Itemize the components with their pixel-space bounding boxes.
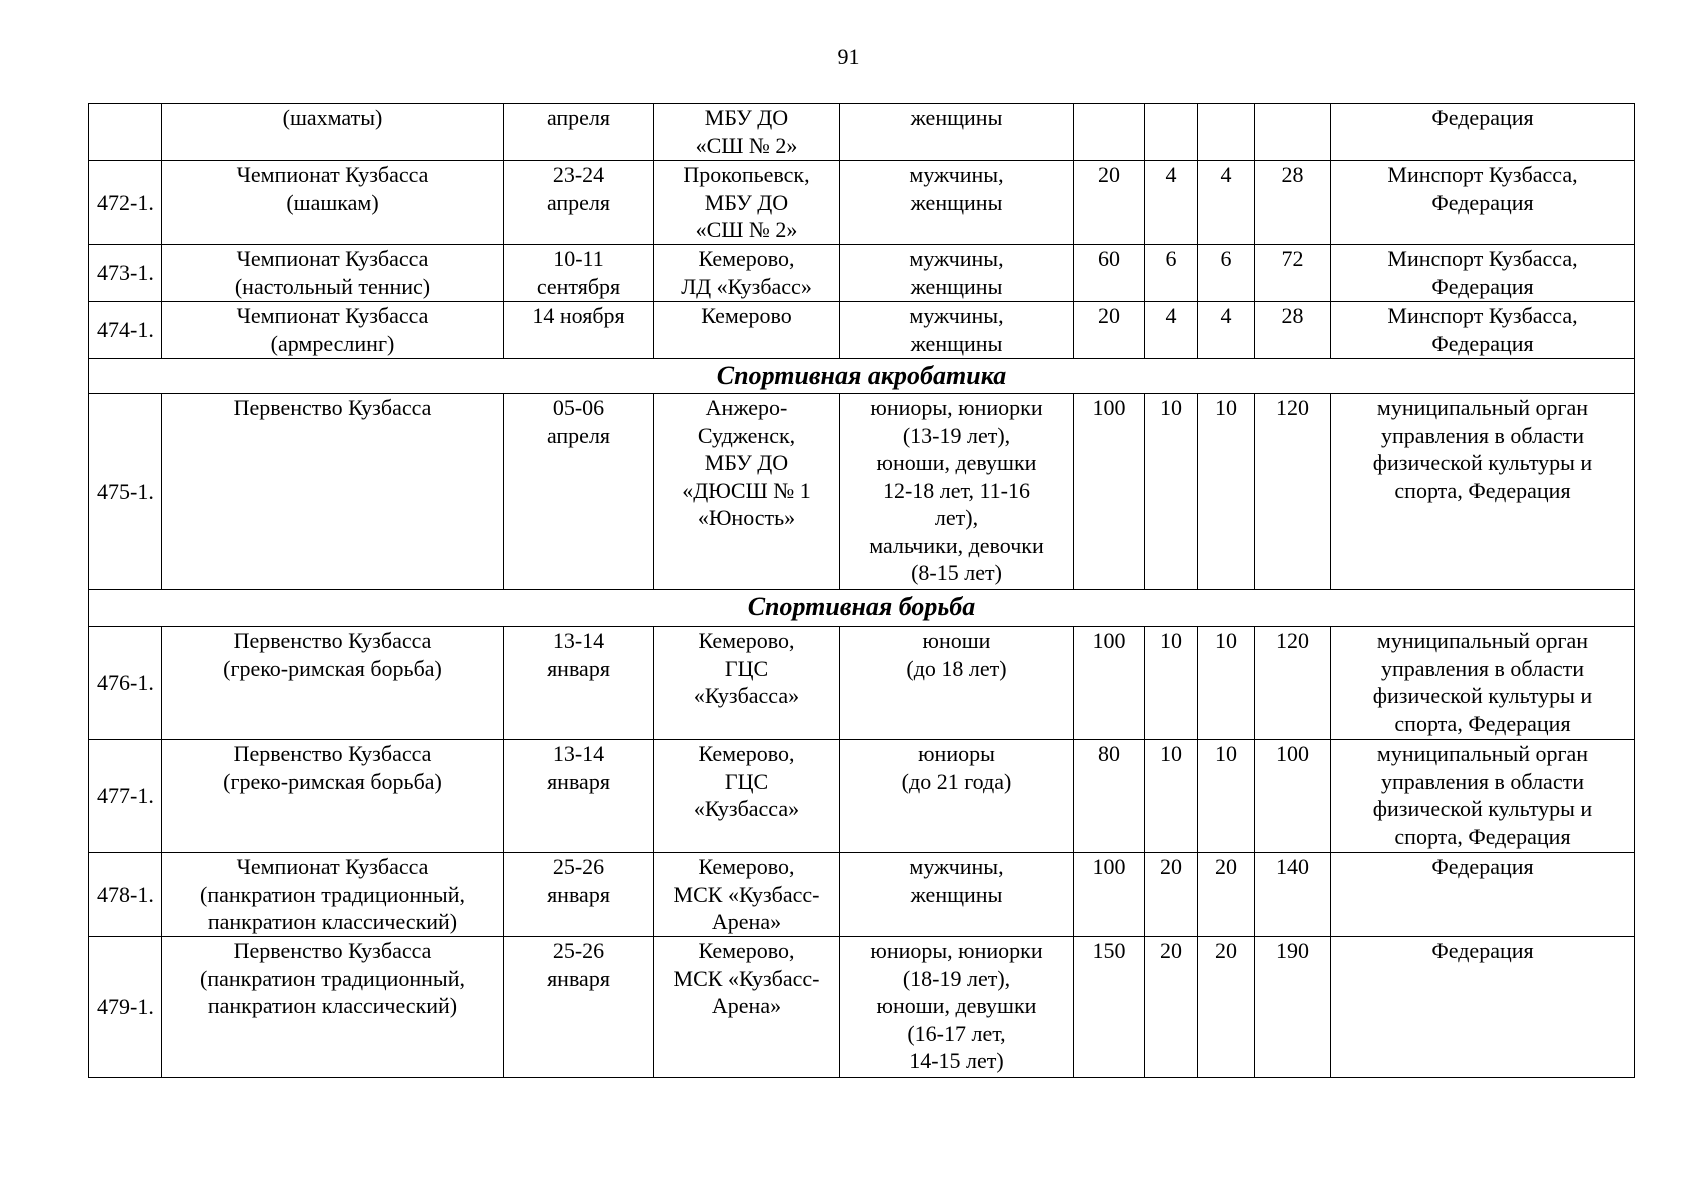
count-judges: 4 [1198,161,1255,245]
count-athletes: 100 [1074,627,1145,740]
count-coaches: 10 [1145,740,1198,853]
count-coaches: 10 [1145,627,1198,740]
section-title: Спортивная борьба [89,590,1635,627]
event-name: Первенство Кузбасса (греко-римская борьба) [162,740,504,853]
count-athletes: 20 [1074,161,1145,245]
count-total: 28 [1255,161,1331,245]
count-total: 120 [1255,627,1331,740]
count-total: 190 [1255,937,1331,1078]
table-row [89,853,1635,937]
event-date: 10-11 сентября [504,245,654,302]
count-coaches: 4 [1145,161,1198,245]
event-name: Чемпионат Кузбасса (шашкам) [162,161,504,245]
event-date: апреля [504,104,654,161]
count-coaches: 10 [1145,394,1198,590]
count-judges: 10 [1198,740,1255,853]
event-participants: юноши (до 18 лет) [840,627,1074,740]
count-coaches: 20 [1145,853,1198,937]
event-organizer: Минспорт Кузбасса, Федерация [1331,161,1635,245]
page-number: 91 [837,44,860,69]
event-organizer: муниципальный орган управления в области физической культуры и спорта, Федерация [1331,627,1635,740]
event-name: Чемпионат Кузбасса (настольный теннис) [162,245,504,302]
event-organizer: муниципальный орган управления в области физической культуры и спорта, Федерация [1331,394,1635,590]
count-total: 72 [1255,245,1331,302]
event-place: Анжеро- Судженск, МБУ ДО «ДЮСШ № 1 «Юность» [654,394,840,590]
count-total: 28 [1255,302,1331,359]
event-name: Чемпионат Кузбасса (панкратион традиционный, панкратион классический) [162,853,504,937]
count-athletes: 100 [1074,394,1145,590]
count-coaches [1145,104,1198,161]
count-judges [1198,104,1255,161]
row-number: 478-1. [89,853,162,937]
event-date: 14 ноября [504,302,654,359]
event-name: (шахматы) [162,104,504,161]
event-date: 25-26 января [504,937,654,1078]
event-name: Первенство Кузбасса (греко-римская борьба) [162,627,504,740]
event-place: МБУ ДО «СШ № 2» [654,104,840,161]
event-organizer: Минспорт Кузбасса, Федерация [1331,245,1635,302]
row-number: 473-1. [89,245,162,302]
table-row [89,937,1635,1078]
count-judges: 10 [1198,394,1255,590]
event-participants: женщины [840,104,1074,161]
event-place: Кемерово, МСК «Кузбасс- Арена» [654,853,840,937]
table-row [89,245,1635,302]
count-coaches: 6 [1145,245,1198,302]
event-participants: мужчины, женщины [840,161,1074,245]
count-athletes: 60 [1074,245,1145,302]
table-row [89,394,1635,590]
event-place: Кемерово, ЛД «Кузбасс» [654,245,840,302]
event-place: Кемерово, ГЦС «Кузбасса» [654,627,840,740]
count-judges: 20 [1198,853,1255,937]
row-number: 472-1. [89,161,162,245]
event-date: 13-14 января [504,740,654,853]
event-organizer: Минспорт Кузбасса, Федерация [1331,302,1635,359]
row-number [89,104,162,161]
event-organizer: муниципальный орган управления в области физической культуры и спорта, Федерация [1331,740,1635,853]
count-judges: 4 [1198,302,1255,359]
event-name: Первенство Кузбасса (панкратион традиционный, панкратион классический) [162,937,504,1078]
event-place: Кемерово, ГЦС «Кузбасса» [654,740,840,853]
event-participants: юниоры, юниорки (18-19 лет), юноши, девушки (16-17 лет, 14-15 лет) [840,937,1074,1078]
count-total: 140 [1255,853,1331,937]
count-total: 100 [1255,740,1331,853]
table-row [89,302,1635,359]
section-title: Спортивная акробатика [89,359,1635,394]
event-date: 13-14 января [504,627,654,740]
count-judges: 10 [1198,627,1255,740]
event-date: 25-26 января [504,853,654,937]
event-name: Чемпионат Кузбасса (армреслинг) [162,302,504,359]
section-row [89,359,1635,394]
table-row [89,627,1635,740]
count-athletes: 150 [1074,937,1145,1078]
event-participants: мужчины, женщины [840,245,1074,302]
row-number: 476-1. [89,627,162,740]
count-athletes: 20 [1074,302,1145,359]
row-number: 479-1. [89,937,162,1078]
event-date: 23-24 апреля [504,161,654,245]
event-organizer: Федерация [1331,104,1635,161]
row-number: 475-1. [89,394,162,590]
count-judges: 6 [1198,245,1255,302]
row-number: 474-1. [89,302,162,359]
table-row [89,104,1635,161]
count-athletes: 80 [1074,740,1145,853]
count-athletes [1074,104,1145,161]
event-participants: юниоры, юниорки (13-19 лет), юноши, девушки 12-18 лет, 11-16 лет), мальчики, девочки (8-15 лет) [840,394,1074,590]
event-date: 05-06 апреля [504,394,654,590]
event-participants: юниоры (до 21 года) [840,740,1074,853]
event-organizer: Федерация [1331,937,1635,1078]
event-participants: мужчины, женщины [840,853,1074,937]
count-athletes: 100 [1074,853,1145,937]
event-participants: мужчины, женщины [840,302,1074,359]
count-judges: 20 [1198,937,1255,1078]
event-place: Кемерово, МСК «Кузбасс- Арена» [654,937,840,1078]
table-row [89,161,1635,245]
event-place: Прокопьевск, МБУ ДО «СШ № 2» [654,161,840,245]
events-table [88,103,1635,1078]
count-total [1255,104,1331,161]
event-place: Кемерово [654,302,840,359]
section-row [89,590,1635,627]
count-coaches: 4 [1145,302,1198,359]
count-coaches: 20 [1145,937,1198,1078]
count-total: 120 [1255,394,1331,590]
row-number: 477-1. [89,740,162,853]
event-organizer: Федерация [1331,853,1635,937]
table-row [89,740,1635,853]
event-name: Первенство Кузбасса [162,394,504,590]
